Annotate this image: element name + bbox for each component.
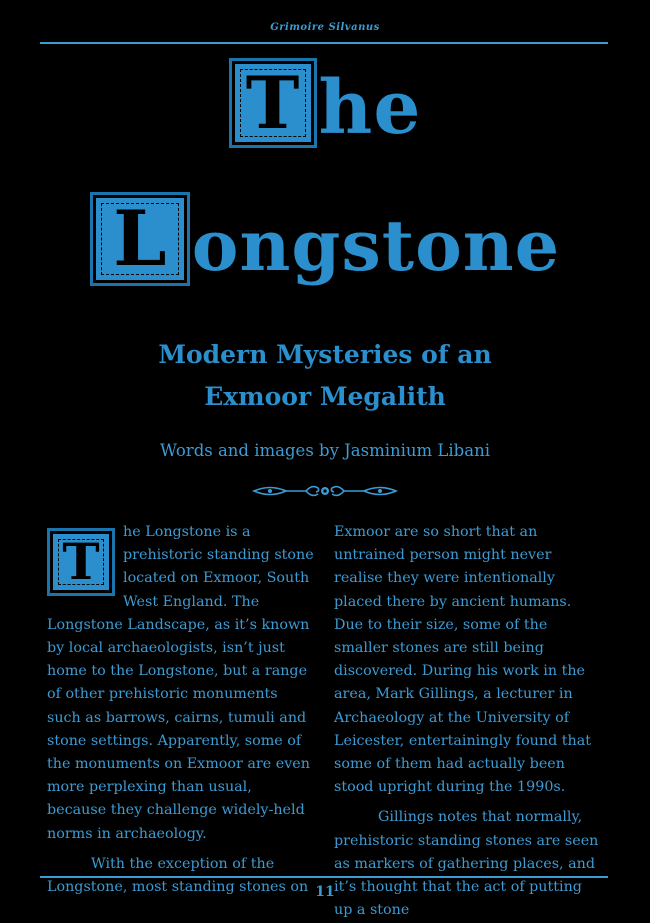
body-paragraph-3: Exmoor are so short that an untrained person might never realise they were intentionally placed there by ancient humans. Due to their size, some of the smaller stones are still being discovered. During his work in the area, Mark Gillings, a lecturer in Archaeology at the University of Leicester, entertainingly found that some of them had actually been stood upright during the 1990s. xyxy=(334,524,592,796)
scroll-ornament-icon xyxy=(250,482,400,500)
body-paragraph-2: With the exception of the Longstone, most standing stones on xyxy=(47,855,309,896)
page-number: 11 xyxy=(315,884,335,900)
footer-rule xyxy=(40,876,608,878)
title-word-rest-2: ongstone xyxy=(191,204,561,287)
title-line-2 xyxy=(0,192,650,286)
body-column-right xyxy=(334,521,602,922)
header-rule xyxy=(40,42,608,44)
title-word-rest-1: he xyxy=(318,65,422,151)
title-initial-l: L xyxy=(90,192,190,286)
title-initial-t: T xyxy=(229,58,317,148)
subtitle-line-1: Modern Mysteries of an xyxy=(158,340,492,369)
running-header: Grimoire Silvanus xyxy=(270,22,380,33)
body-column-left xyxy=(47,521,315,899)
title-line-1 xyxy=(0,58,650,151)
subtitle-line-2: Exmoor Megalith xyxy=(204,382,446,411)
body-paragraph-4: Gillings notes that normally, prehistoric standing stones are seen as markers of gathering places, and it’s thought that the act of putting up a stone xyxy=(334,809,599,919)
body-paragraph-1 xyxy=(47,521,315,846)
paragraph-1-text: he Longstone is a prehistoric standing stone located on Exmoor, South West England. The Longstone Landscape, as it’s known by local archaeologists, isn’t just home to the Longstone, but a range of other prehistoric monuments such as barrows, cairns, tumuli and stone settings. Apparently, some of the monuments on Exmoor are even more perplexing than usual, because they challenge widely-held norms in archaeology. xyxy=(47,524,314,842)
byline: Words and images by Jasminium Libani xyxy=(160,441,490,460)
paragraph-initial-t: T xyxy=(47,528,115,596)
